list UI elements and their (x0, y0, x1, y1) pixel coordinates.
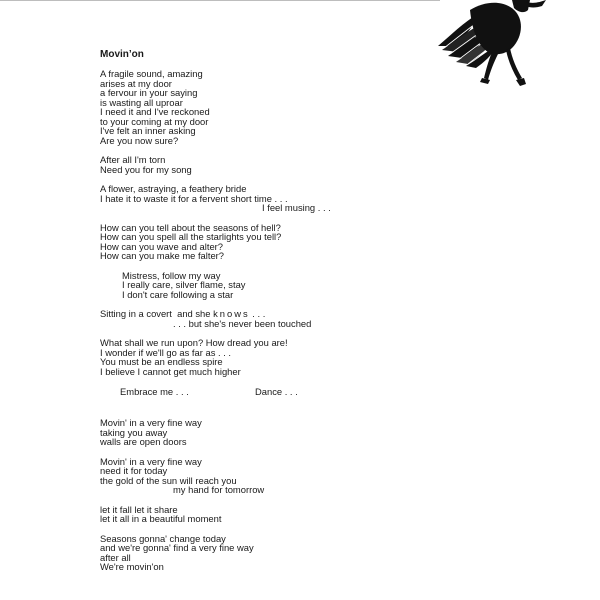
lyric-line: Need you for my song (100, 163, 192, 175)
lyric-line: the gold of the sun will reach you (100, 474, 237, 486)
lyric-line: After all I'm torn (100, 154, 166, 165)
lyric-line: Movin' in a very fine way (100, 417, 202, 428)
lyric-line: after all (100, 551, 131, 563)
lyric-line: . . . but she's never been touched (173, 317, 312, 329)
stanza-8 (100, 418, 400, 447)
interlude-right: Dance . . . (255, 386, 298, 397)
lyric-line: a fervour in your saying (100, 87, 198, 98)
lyric-spaced-word: knows (213, 308, 250, 319)
top-rule (0, 0, 440, 1)
lyric-line: I need it and I've reckoned (100, 106, 210, 117)
interlude (100, 387, 400, 397)
stanza-7 (100, 338, 400, 376)
lyric-line: arises at my door (100, 77, 172, 89)
lyric-line: let it all in a beautiful moment (100, 513, 222, 524)
lyric-line: let it fall let it share (100, 503, 178, 515)
stanza-11 (100, 534, 400, 572)
lyric-line: How can you spell all the starlights you tell? (100, 231, 282, 242)
lyric-line: need it for today (100, 465, 168, 476)
lyric-line: You must be an endless spire (100, 356, 223, 367)
stanza-4 (100, 223, 400, 261)
lyric-line: and we're gonna' find a very fine way (100, 542, 254, 553)
stanza-5 (100, 271, 400, 300)
winged-creature-icon (430, 0, 550, 95)
lyric-line: We're movin'on (100, 561, 164, 572)
lyric-line: How can you wave and alter? (100, 240, 223, 252)
lyric-line: How can you tell about the seasons of hell? (100, 221, 281, 233)
stanza-10 (100, 505, 400, 524)
stanza-3 (100, 184, 400, 213)
lyric-line: A fragile sound, amazing (100, 68, 203, 79)
lyric-line: I wonder if we'll go as far as . . . (100, 346, 232, 358)
lyric-line: Mistress, follow my way (122, 269, 221, 281)
lyric-line: What shall we run upon? How dread you are! (100, 337, 288, 348)
lyric-line: walls are open doors (100, 436, 187, 447)
lyric-line: taking you away (100, 426, 168, 438)
lyric-line: Movin' in a very fine way (100, 455, 202, 467)
lyric-line: I don't care following a star (122, 288, 234, 300)
lyric-line: A flower, astraying, a feathery bride (100, 183, 247, 194)
lyric-line: I really care, silver flame, stay (122, 279, 246, 290)
lyric-line: is wasting all uproar (100, 96, 183, 108)
lyric-line: my hand for tomorrow (173, 484, 265, 495)
stanza-9 (100, 457, 400, 495)
lyric-line: I've felt an inner asking (100, 125, 196, 136)
lyric-fragment: . . . (249, 308, 266, 319)
stanza-1 (100, 69, 400, 145)
interlude-left: Embrace me . . . (120, 386, 189, 397)
lyric-line: Are you now sure? (100, 134, 179, 146)
lyric-line: to your coming at my door (100, 115, 209, 127)
song-title: Movin’on (100, 49, 144, 60)
stanza-2 (100, 155, 400, 174)
lyric-line: I feel musing . . . (262, 202, 331, 213)
lyric-line: How can you make me falter? (100, 250, 225, 261)
lyric-line: I believe I cannot get much higher (100, 365, 241, 377)
lyric-line: I hate it to waste it for a fervent short time . . . (100, 192, 288, 204)
lyric-fragment: Sitting in a covert and she (100, 308, 211, 319)
lyric-line: Seasons gonna' change today (100, 532, 226, 544)
stanza-6 (100, 309, 400, 328)
lyrics-block (100, 48, 400, 572)
